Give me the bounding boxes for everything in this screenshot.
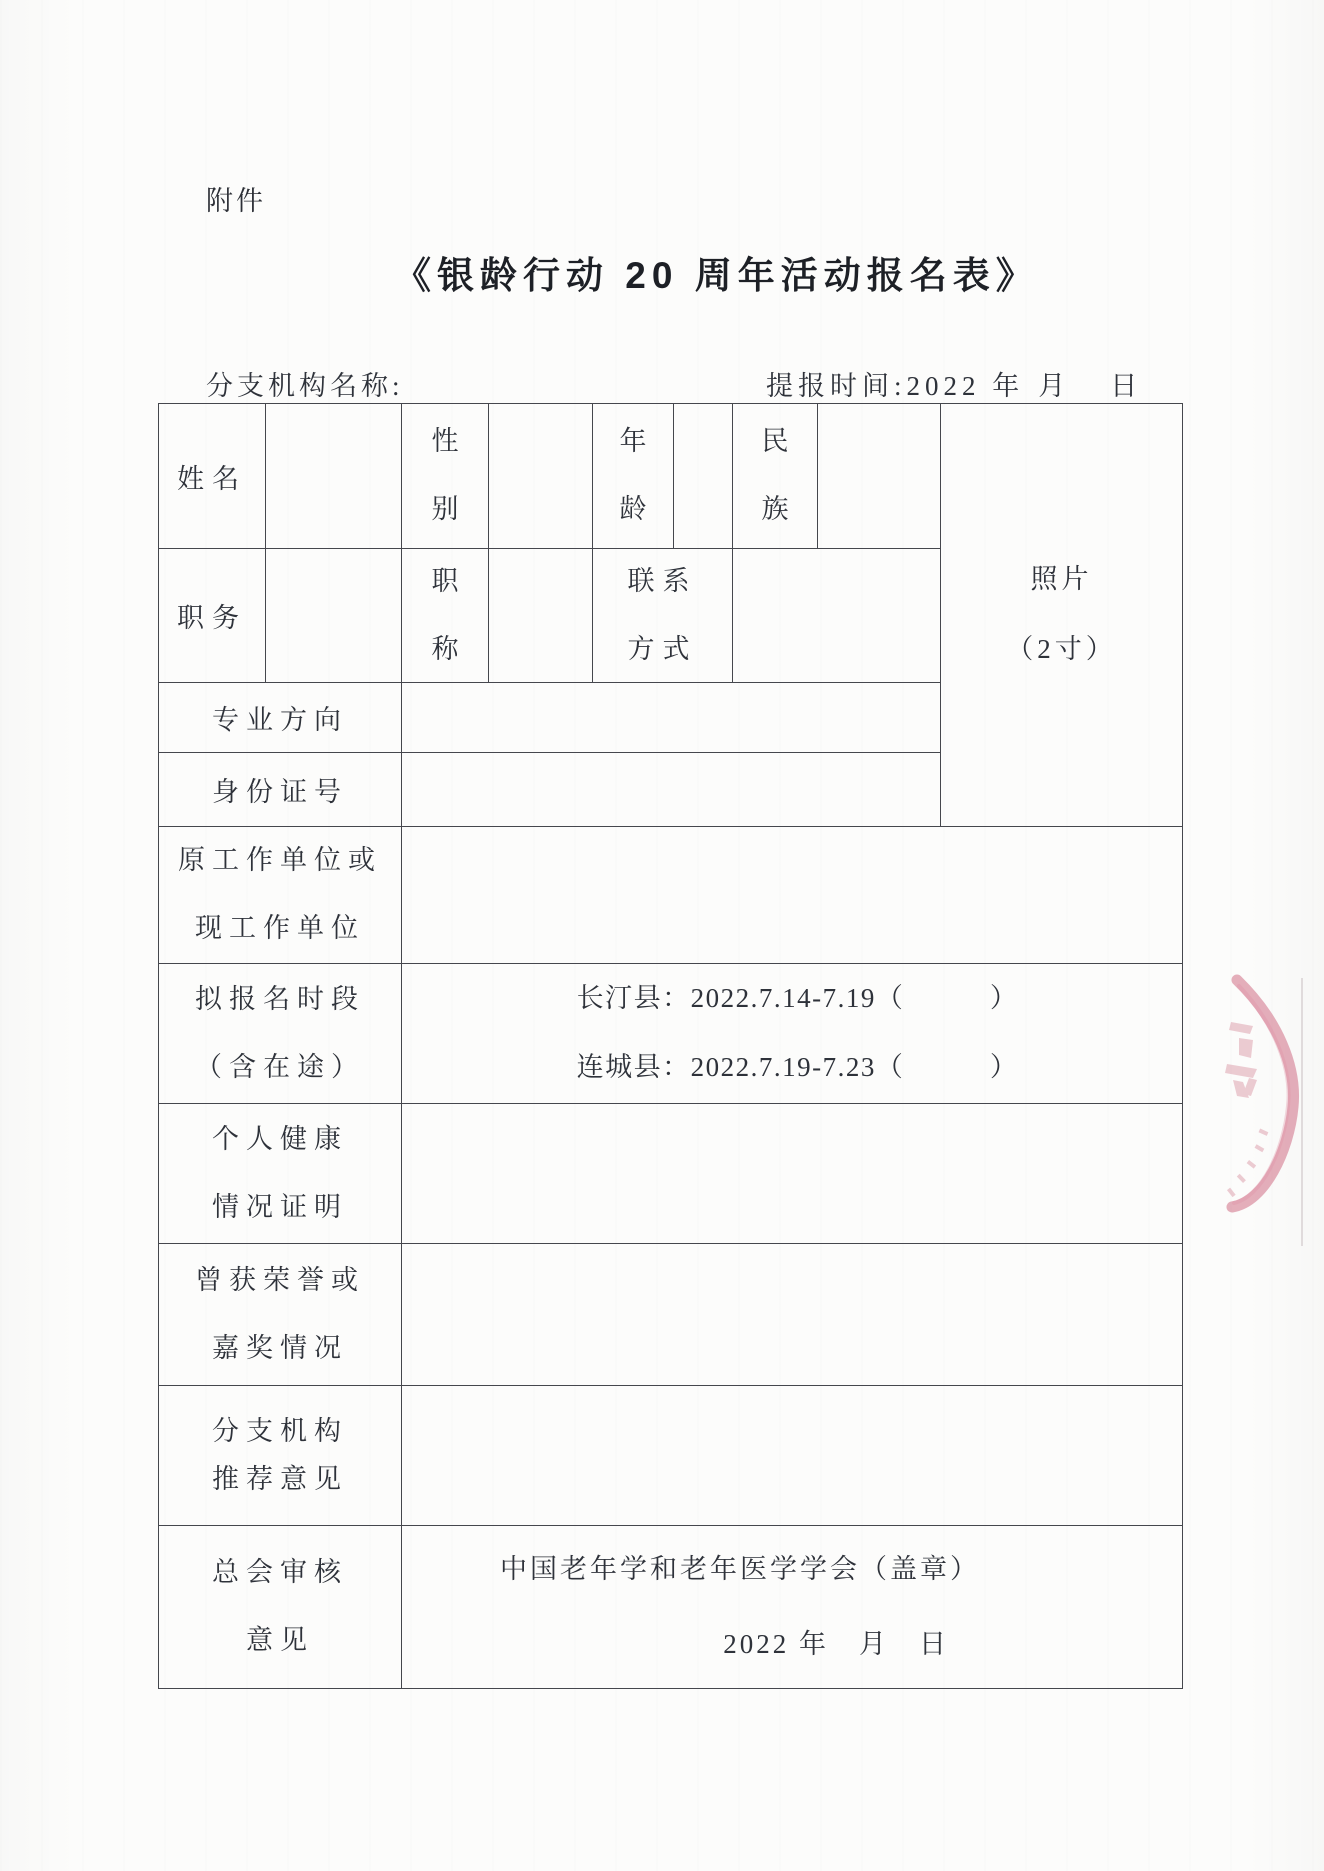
honors-label: 曾获荣誉或 嘉奖情况 (195, 1264, 365, 1363)
hq-review-label-cell (159, 1526, 402, 1689)
branch-opinion-label: 分支机构 推荐意见 (212, 1415, 348, 1494)
form-meta-line (0, 364, 1324, 400)
ethnicity-label: 民 族 (761, 426, 789, 524)
honors-value-cell (402, 1244, 1183, 1386)
scan-edge-artifact (1301, 978, 1303, 1246)
gender-label-cell (402, 404, 489, 549)
row-period (159, 964, 1183, 1104)
red-seal-stamp (1203, 952, 1324, 1262)
period-options (402, 984, 1182, 1082)
row-name (159, 404, 1183, 549)
prof-title-label: 职 称 (431, 565, 459, 664)
health-value-cell (402, 1104, 1183, 1244)
registration-table (158, 403, 1183, 1689)
contact-label-cell (593, 549, 733, 683)
duty-label-cell: 职务 (159, 549, 266, 683)
photo-cell (941, 404, 1183, 827)
honors-label-cell (159, 1244, 402, 1386)
health-label-cell (159, 1104, 402, 1244)
hq-org-line: 中国老年学和老年医学学会（盖章） (500, 1553, 980, 1584)
name-label-cell: 姓名 (159, 404, 266, 549)
branch-name-label: 分支机构名称: (206, 371, 404, 401)
name-value-cell (266, 404, 402, 549)
id-value-cell (402, 753, 941, 827)
period-option-changting: 长汀县：2022.7.14-7.19（ ） (576, 983, 1019, 1014)
duty-value-cell (266, 549, 402, 683)
age-value-cell (674, 404, 733, 549)
submit-time (766, 364, 1142, 403)
contact-value-cell (733, 549, 941, 683)
submit-time-month: 月 (1038, 371, 1071, 401)
major-value-cell (402, 683, 941, 753)
hq-date-line: 2022 年 月 日 (723, 1628, 949, 1659)
row-branch-opinion (159, 1386, 1183, 1526)
row-health (159, 1104, 1183, 1244)
ethnicity-value-cell (818, 404, 941, 549)
period-value-cell (402, 964, 1183, 1104)
health-label: 个人健康 情况证明 (212, 1123, 348, 1222)
branch-opinion-label-cell (159, 1386, 402, 1526)
period-label: 拟报名时段 （含在途） (195, 983, 365, 1082)
id-label-cell: 身份证号 (159, 753, 402, 827)
row-hq-review (159, 1526, 1183, 1689)
contact-label: 联系 方式 (627, 565, 698, 664)
row-work-unit (159, 827, 1183, 964)
period-label-cell (159, 964, 402, 1104)
major-label-cell: 专业方向 (159, 683, 402, 753)
attachment-label: 附件 (206, 186, 266, 216)
hq-review-label: 总会审核 意见 (212, 1557, 348, 1655)
photo-placeholder: 照片 （2寸） (1006, 564, 1117, 664)
gender-label: 性 别 (431, 426, 459, 524)
form-title: 《银龄行动 20 周年活动报名表》 (394, 255, 1039, 296)
stamp-glyph-smudges (1225, 1022, 1268, 1197)
hq-review-value-cell (402, 1526, 1183, 1689)
age-label: 年 龄 (619, 426, 647, 524)
submit-time-prefix: 提报时间:2022 年 (766, 371, 1025, 401)
ethnicity-label-cell (733, 404, 818, 549)
prof-title-value-cell (489, 549, 593, 683)
branch-opinion-value-cell (402, 1386, 1183, 1526)
work-unit-label-cell (159, 827, 402, 964)
submit-time-day: 日 (1110, 371, 1143, 401)
age-label-cell (593, 404, 674, 549)
period-option-liancheng: 连城县：2022.7.19-7.23（ ） (576, 1052, 1019, 1082)
row-honors (159, 1244, 1183, 1386)
work-unit-label: 原工作单位或 现工作单位 (178, 845, 382, 943)
gender-value-cell (489, 404, 593, 549)
work-unit-value-cell (402, 827, 1183, 964)
prof-title-label-cell (402, 549, 489, 683)
